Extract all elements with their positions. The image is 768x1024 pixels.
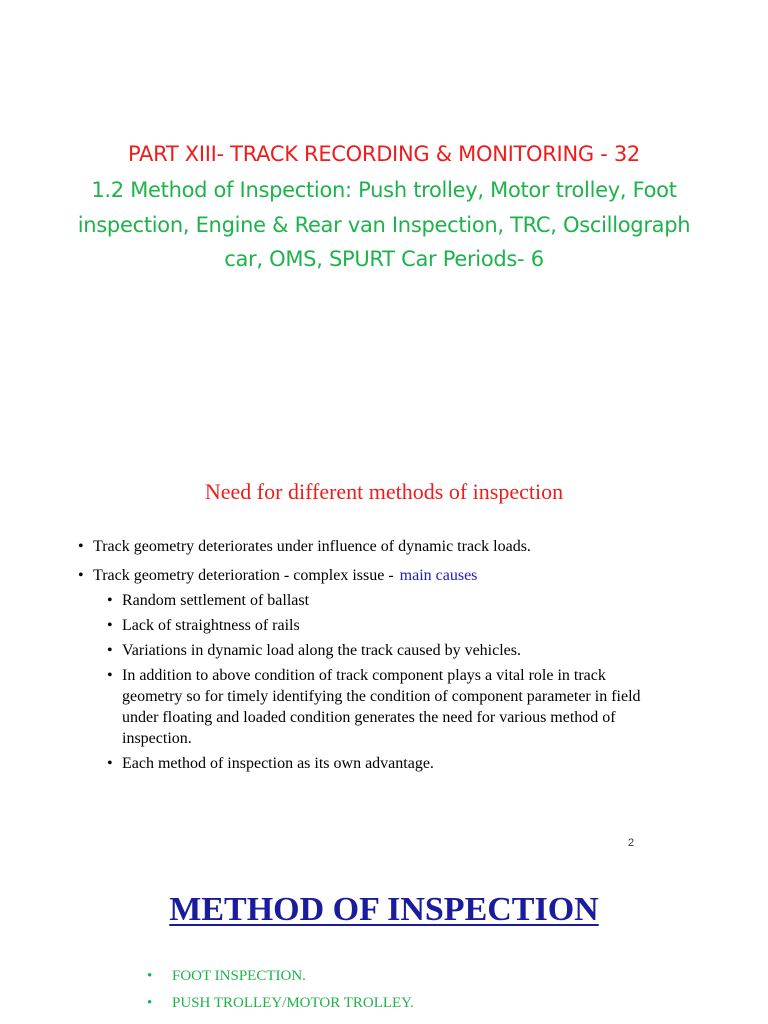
page-number: 2 [628,837,635,849]
list-item [0,992,768,1014]
sub-list-item [0,753,768,774]
sub-list-item-text: Variations in dynamic load along the track caused by vehicles. [122,642,521,659]
method-heading: METHOD OF INSPECTION [169,891,599,928]
list-item [0,965,768,987]
sub-list-item-text: Random settlement of ballast [122,592,310,609]
sub-list-item [0,615,768,636]
list-item-text: FOOT INSPECTION. [172,968,306,984]
slide-title: PART XIII- TRACK RECORDING & MONITORING - 32 [128,142,640,166]
sub-list-item [0,590,768,611]
list-item-text: Track geometry deterioration - complex issue - [93,567,394,584]
sub-list-item [0,640,768,661]
list-item [0,565,768,586]
sub-list-item-text: Lack of straightness of rails [122,617,300,634]
main-causes-highlight: main causes [399,567,478,584]
sub-list-item [0,665,768,749]
title-slide [0,0,768,330]
list-item-text: PUSH TROLLEY/MOTOR TROLLEY. [172,995,414,1011]
section-heading: Need for different methods of inspection [204,479,564,504]
list-item [0,536,768,557]
slide-subtitle: 1.2 Method of Inspection: Push trolley, Motor trolley, Foot inspection, Engine & Rear van Inspection, TRC, Oscillograph car, OMS, SPURT Car Periods- 6 [77,178,691,271]
sub-list-item-text: Each method of inspection as its own advantage. [122,755,434,772]
method-list [0,965,768,1019]
sub-list-item-text: In addition to above condition of track component plays a vital role in track geometry so for timely identifying the condition of component parameter in field under floating and loaded condition generates the need for various method of inspection. [122,667,641,747]
bullet-list [0,536,768,778]
list-item-text: Track geometry deteriorates under influence of dynamic track loads. [93,538,531,555]
